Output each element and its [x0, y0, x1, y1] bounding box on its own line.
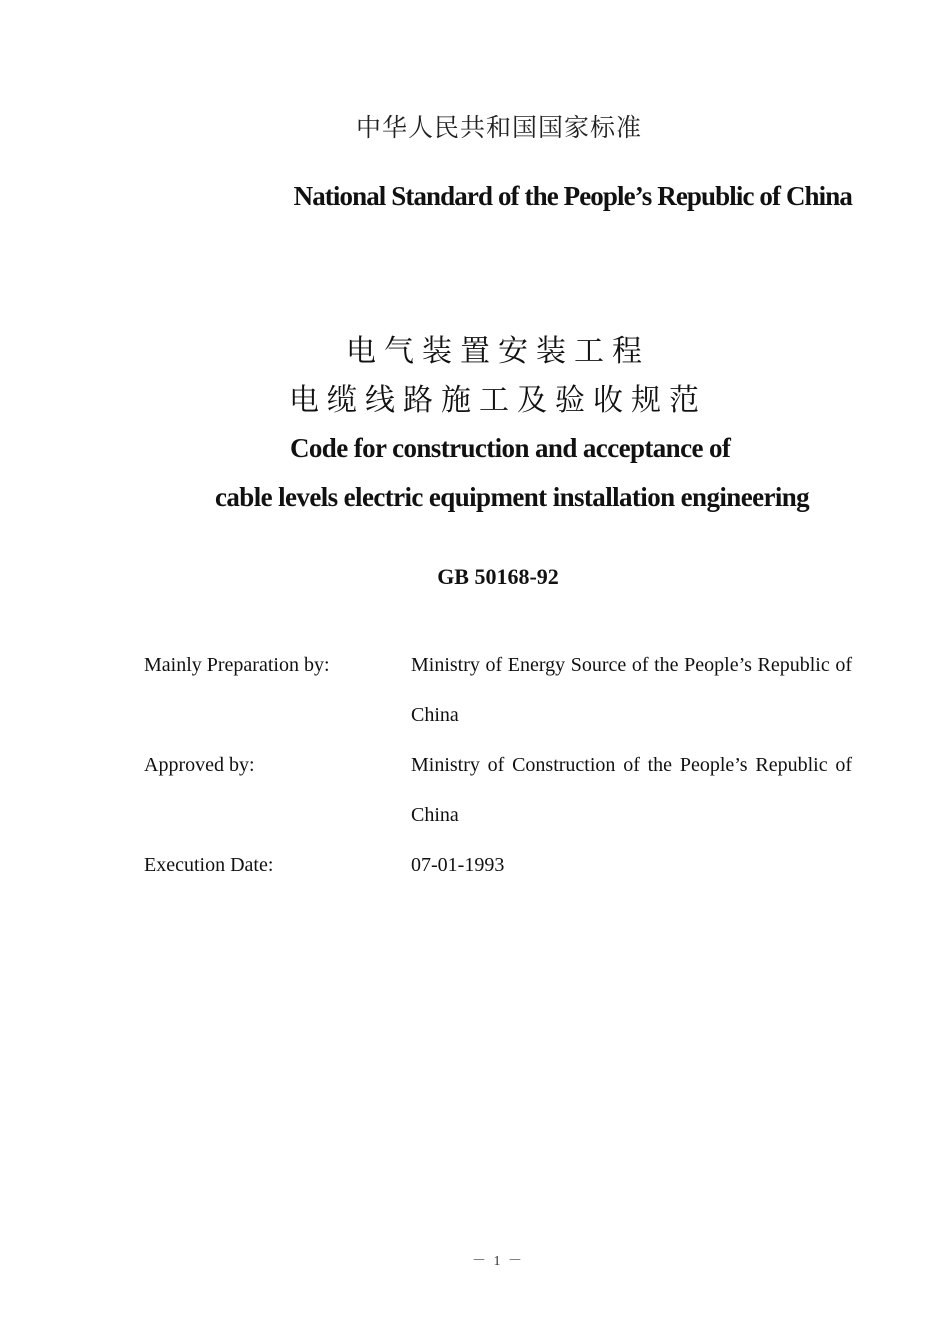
info-row-execution-date [144, 840, 852, 890]
info-value: 07-01-1993 [411, 854, 505, 876]
info-value: Ministry of Energy Source of the People’s Republic of China [411, 654, 852, 726]
info-label: Approved by: [144, 754, 255, 776]
title-chinese-line-1: 电气装置安装工程 [346, 334, 650, 369]
info-row-preparation [144, 640, 852, 740]
standard-header-english: National Standard of the People’s Republic of China [293, 181, 852, 211]
info-label: Execution Date: [144, 854, 274, 876]
info-label: Mainly Preparation by: [144, 654, 330, 676]
info-row-approval [144, 740, 852, 840]
standard-header-chinese: 中华人民共和国国家标准 [355, 113, 642, 142]
info-value: Ministry of Construction of the People’s Republic of China [411, 754, 852, 826]
publication-info [144, 640, 852, 890]
standard-code: GB 50168-92 [437, 564, 559, 589]
title-english-line-1: Code for construction and acceptance of [290, 433, 731, 463]
title-chinese-line-2: 电缆线路施工及验收规范 [289, 383, 707, 418]
title-english-line-2: cable levels electric equipment installation engineering [215, 482, 810, 512]
page-number: － 1 － [472, 1254, 524, 1269]
